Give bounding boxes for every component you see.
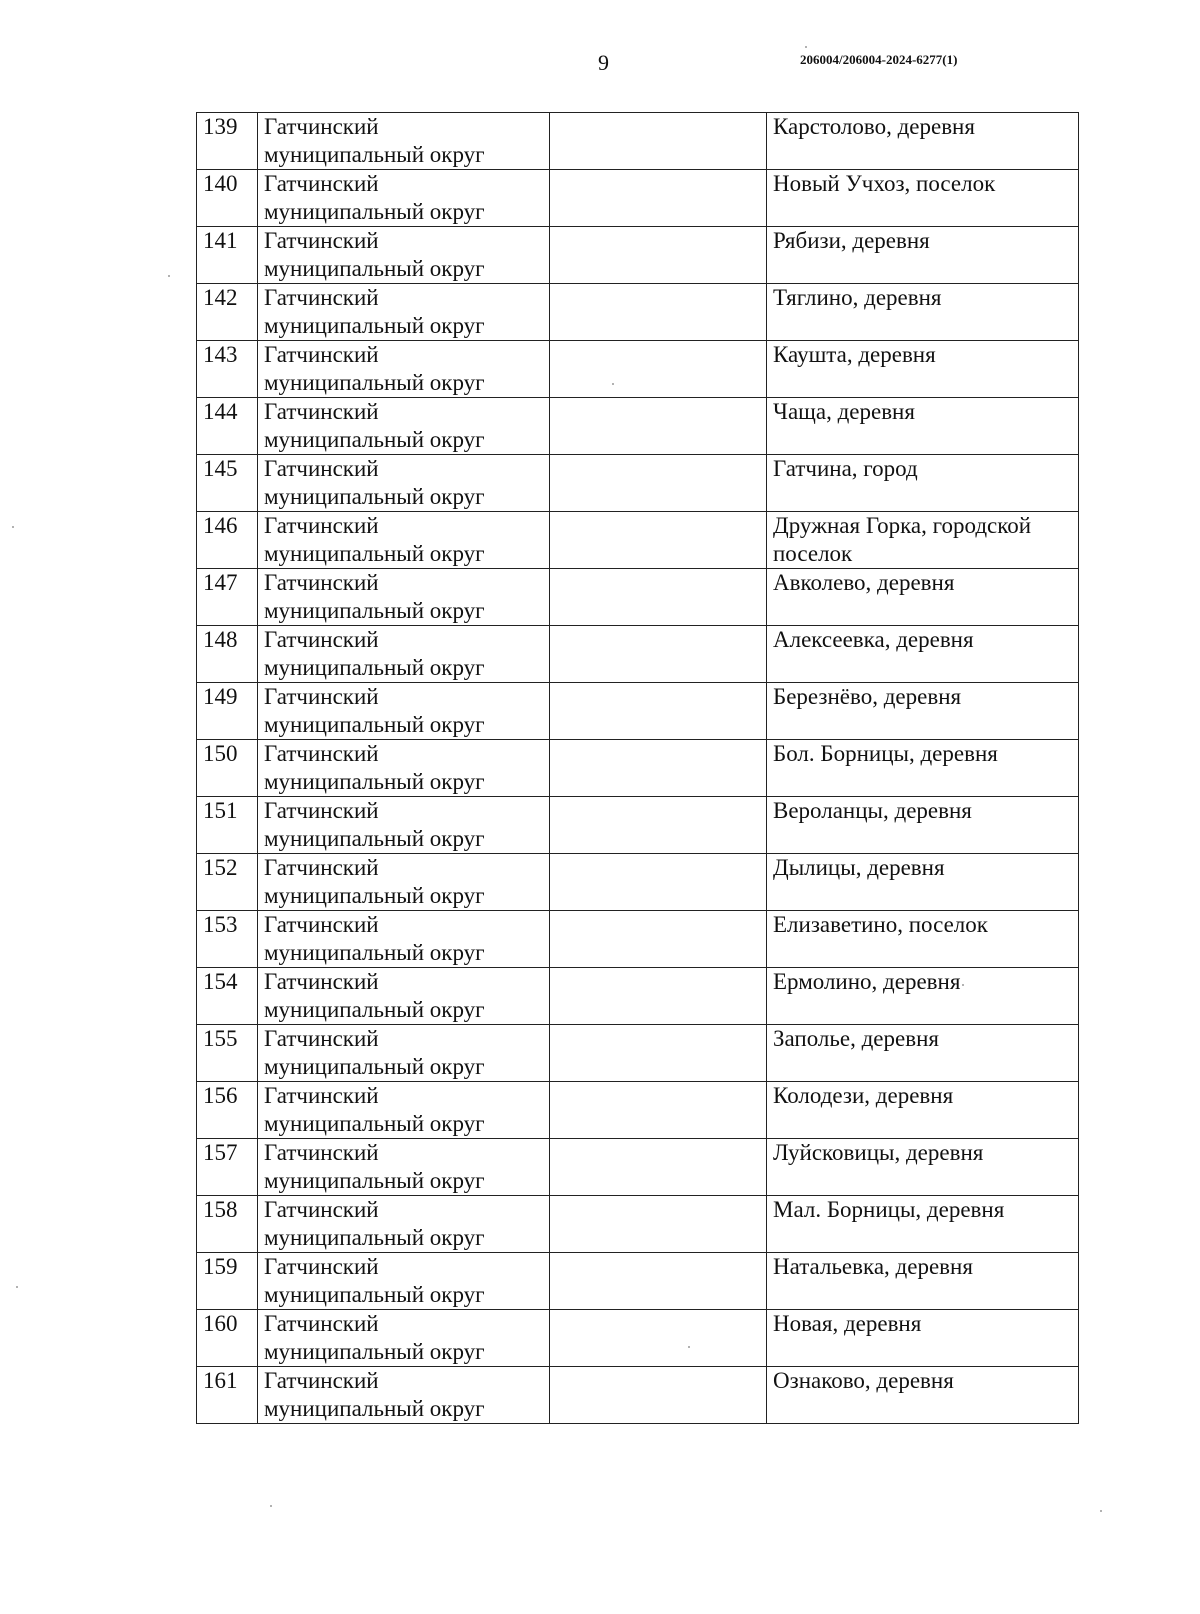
empty-cell (550, 626, 767, 683)
district-type: муниципальный округ (264, 370, 485, 395)
row-number: 156 (197, 1082, 258, 1139)
table-row (197, 1025, 1079, 1082)
district-type: муниципальный округ (264, 256, 485, 281)
settlement-cell: Мал. Борницы, деревня (767, 1196, 1079, 1253)
table-row (197, 455, 1079, 512)
municipal-district-cell (258, 1310, 550, 1367)
row-number: 147 (197, 569, 258, 626)
district-type: муниципальный округ (264, 598, 485, 623)
municipal-district-cell (258, 455, 550, 512)
table-row (197, 170, 1079, 227)
empty-cell (550, 1253, 767, 1310)
settlement-cell: Новая, деревня (767, 1310, 1079, 1367)
settlement-cell: Бол. Борницы, деревня (767, 740, 1079, 797)
district-type: муниципальный округ (264, 883, 485, 908)
empty-cell (550, 911, 767, 968)
district-type: муниципальный округ (264, 1282, 485, 1307)
row-number: 150 (197, 740, 258, 797)
row-number: 159 (197, 1253, 258, 1310)
empty-cell (550, 170, 767, 227)
district-type: муниципальный округ (264, 142, 485, 167)
municipal-district-cell (258, 683, 550, 740)
settlement-cell: Гатчина, город (767, 455, 1079, 512)
settlement-cell: Колодези, деревня (767, 1082, 1079, 1139)
district-name: Гатчинский (264, 228, 379, 253)
settlement-cell: Ермолино, деревня (767, 968, 1079, 1025)
page-number: 9 (598, 50, 609, 75)
table-row (197, 569, 1079, 626)
settlement-cell: Вероланцы, деревня (767, 797, 1079, 854)
district-name: Гатчинский (264, 1083, 379, 1108)
row-number: 145 (197, 455, 258, 512)
scan-speck (12, 526, 14, 528)
row-number: 160 (197, 1310, 258, 1367)
district-name: Гатчинский (264, 342, 379, 367)
table-row (197, 1139, 1079, 1196)
municipal-district-cell (258, 854, 550, 911)
settlement-cell: Березнёво, деревня (767, 683, 1079, 740)
municipal-district-cell (258, 398, 550, 455)
empty-cell (550, 1196, 767, 1253)
settlements-table (196, 112, 1079, 1424)
empty-cell (550, 1367, 767, 1424)
district-type: муниципальный округ (264, 655, 485, 680)
empty-cell (550, 284, 767, 341)
settlement-cell: Натальевка, деревня (767, 1253, 1079, 1310)
empty-cell (550, 341, 767, 398)
table-row (197, 626, 1079, 683)
scan-speck (270, 1505, 272, 1507)
district-name: Гатчинский (264, 1254, 379, 1279)
scan-speck (1100, 1510, 1102, 1512)
empty-cell (550, 569, 767, 626)
district-name: Гатчинский (264, 399, 379, 424)
district-type: муниципальный округ (264, 1225, 485, 1250)
table-row (197, 854, 1079, 911)
empty-cell (550, 854, 767, 911)
table-row (197, 683, 1079, 740)
row-number: 154 (197, 968, 258, 1025)
district-type: муниципальный округ (264, 1054, 485, 1079)
settlement-cell: Чаща, деревня (767, 398, 1079, 455)
scan-speck (688, 1346, 690, 1348)
district-name: Гатчинский (264, 1311, 379, 1336)
table-body (197, 113, 1079, 1424)
table-row (197, 284, 1079, 341)
table-row (197, 227, 1079, 284)
district-type: муниципальный округ (264, 712, 485, 737)
district-type: муниципальный округ (264, 997, 485, 1022)
district-name: Гатчинский (264, 912, 379, 937)
table-row (197, 911, 1079, 968)
empty-cell (550, 512, 767, 569)
document-id: 206004/206004-2024-6277(1) (800, 52, 958, 67)
district-name: Гатчинский (264, 969, 379, 994)
row-number: 144 (197, 398, 258, 455)
empty-cell (550, 113, 767, 170)
settlement-cell: Луйсковицы, деревня (767, 1139, 1079, 1196)
municipal-district-cell (258, 740, 550, 797)
district-name: Гатчинский (264, 627, 379, 652)
settlement-cell: Ознаково, деревня (767, 1367, 1079, 1424)
row-number: 146 (197, 512, 258, 569)
district-name: Гатчинский (264, 570, 379, 595)
empty-cell (550, 968, 767, 1025)
district-name: Гатчинский (264, 741, 379, 766)
municipal-district-cell (258, 1139, 550, 1196)
municipal-district-cell (258, 569, 550, 626)
empty-cell (550, 1139, 767, 1196)
municipal-district-cell (258, 341, 550, 398)
row-number: 143 (197, 341, 258, 398)
settlement-cell: Авколево, деревня (767, 569, 1079, 626)
row-number: 152 (197, 854, 258, 911)
empty-cell (550, 1082, 767, 1139)
municipal-district-cell (258, 170, 550, 227)
settlement-cell: Каушта, деревня (767, 341, 1079, 398)
district-type: муниципальный округ (264, 427, 485, 452)
municipal-district-cell (258, 113, 550, 170)
district-name: Гатчинский (264, 456, 379, 481)
scan-speck (612, 383, 614, 385)
scan-speck (805, 46, 807, 48)
row-number: 153 (197, 911, 258, 968)
table-row (197, 512, 1079, 569)
district-name: Гатчинский (264, 513, 379, 538)
table-row (197, 113, 1079, 170)
settlement-cell: Карстолово, деревня (767, 113, 1079, 170)
district-type: муниципальный округ (264, 769, 485, 794)
municipal-district-cell (258, 512, 550, 569)
empty-cell (550, 683, 767, 740)
settlement-cell: Алексеевка, деревня (767, 626, 1079, 683)
settlement-cell: Новый Учхоз, поселок (767, 170, 1079, 227)
empty-cell (550, 1310, 767, 1367)
municipal-district-cell (258, 1082, 550, 1139)
municipal-district-cell (258, 911, 550, 968)
settlement-cell: Тяглино, деревня (767, 284, 1079, 341)
municipal-district-cell (258, 626, 550, 683)
scan-speck (16, 1286, 18, 1288)
table-row (197, 740, 1079, 797)
settlement-cell: Дружная Горка, городской поселок (767, 512, 1079, 569)
district-name: Гатчинский (264, 171, 379, 196)
table-row (197, 398, 1079, 455)
district-type: муниципальный округ (264, 484, 485, 509)
table-row (197, 1367, 1079, 1424)
row-number: 148 (197, 626, 258, 683)
table-row (197, 797, 1079, 854)
district-name: Гатчинский (264, 855, 379, 880)
district-type: муниципальный округ (264, 826, 485, 851)
row-number: 141 (197, 227, 258, 284)
empty-cell (550, 740, 767, 797)
scan-speck (962, 984, 964, 986)
row-number: 140 (197, 170, 258, 227)
district-name: Гатчинский (264, 285, 379, 310)
row-number: 149 (197, 683, 258, 740)
municipal-district-cell (258, 1025, 550, 1082)
row-number: 158 (197, 1196, 258, 1253)
table-row (197, 1196, 1079, 1253)
empty-cell (550, 398, 767, 455)
settlement-cell: Елизаветино, поселок (767, 911, 1079, 968)
scan-speck (168, 275, 170, 277)
district-type: муниципальный округ (264, 1168, 485, 1193)
district-type: муниципальный округ (264, 1396, 485, 1421)
district-type: муниципальный округ (264, 1111, 485, 1136)
district-type: муниципальный округ (264, 199, 485, 224)
row-number: 151 (197, 797, 258, 854)
empty-cell (550, 797, 767, 854)
district-name: Гатчинский (264, 684, 379, 709)
row-number: 139 (197, 113, 258, 170)
district-type: муниципальный округ (264, 313, 485, 338)
district-type: муниципальный округ (264, 940, 485, 965)
row-number: 155 (197, 1025, 258, 1082)
row-number: 161 (197, 1367, 258, 1424)
municipal-district-cell (258, 968, 550, 1025)
table-row (197, 1310, 1079, 1367)
district-name: Гатчинский (264, 114, 379, 139)
municipal-district-cell (258, 1367, 550, 1424)
district-type: муниципальный округ (264, 1339, 485, 1364)
row-number: 142 (197, 284, 258, 341)
table-row (197, 1082, 1079, 1139)
empty-cell (550, 455, 767, 512)
district-type: муниципальный округ (264, 541, 485, 566)
settlement-cell: Дылицы, деревня (767, 854, 1079, 911)
district-name: Гатчинский (264, 1026, 379, 1051)
empty-cell (550, 1025, 767, 1082)
municipal-district-cell (258, 227, 550, 284)
empty-cell (550, 227, 767, 284)
municipal-district-cell (258, 797, 550, 854)
municipal-district-cell (258, 1253, 550, 1310)
district-name: Гатчинский (264, 1197, 379, 1222)
table-row (197, 968, 1079, 1025)
table-row (197, 1253, 1079, 1310)
settlement-cell: Заполье, деревня (767, 1025, 1079, 1082)
row-number: 157 (197, 1139, 258, 1196)
table-row (197, 341, 1079, 398)
district-name: Гатчинский (264, 798, 379, 823)
municipal-district-cell (258, 1196, 550, 1253)
district-name: Гатчинский (264, 1140, 379, 1165)
settlement-cell: Рябизи, деревня (767, 227, 1079, 284)
district-name: Гатчинский (264, 1368, 379, 1393)
municipal-district-cell (258, 284, 550, 341)
